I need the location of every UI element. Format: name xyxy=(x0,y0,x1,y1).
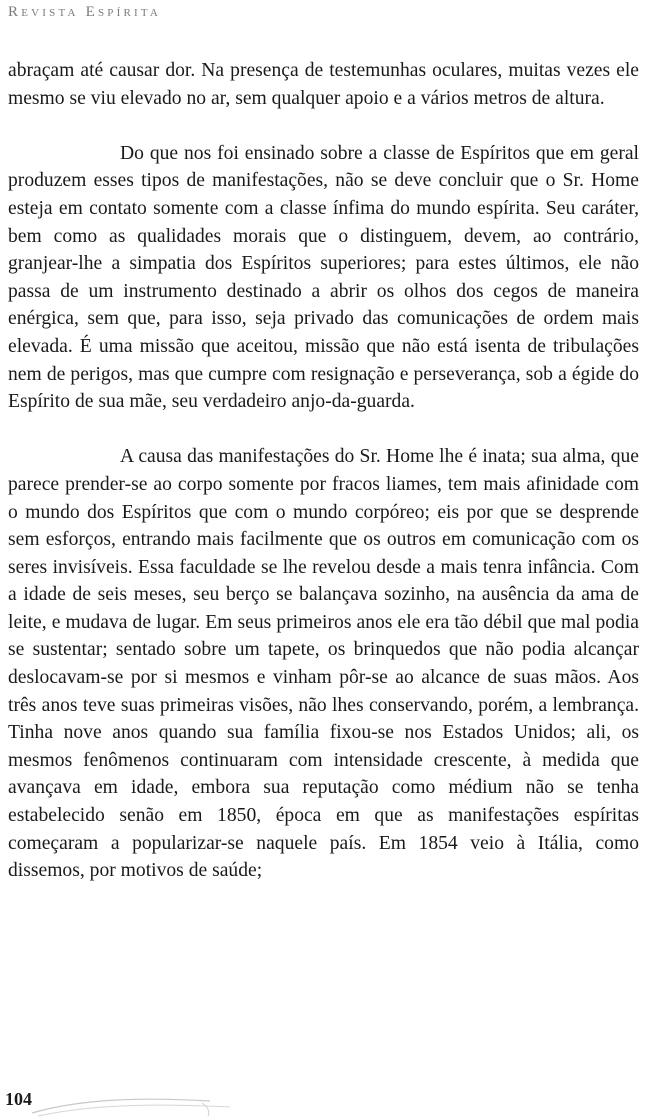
running-header: Revista Espírita xyxy=(8,4,162,20)
paragraph-3: A causa das manifestações do Sr. Home lhe é inata; sua alma, que parece prender-se ao corpo somente por fracos liames, tem mais afinidade com o mundo dos Espíritos que com o mundo corpóreo; eis por que se desprende sem esforços, entrando mais facilmente que os outros em comunicação com os seres invisíveis. Essa faculdade se lhe revelou desde a mais tenra infância. Com a idade de seis meses, seu berço se balançava sozinho, na ausência da ama de leite, e mudava de lugar. Em seus primeiros anos ele era tão débil que mal podia se sustentar; sentado sobre um tapete, os brinquedos que não podia alcançar deslocavam-se por si mesmos e vinham pôr-se ao alcance de suas mãos. Aos três anos teve suas primeiras visões, não lhes conservando, porém, a lembrança. Tinha nove anos quando sua família fixou-se nos Estados Unidos; ali, os mesmos fenômenos continuaram com intensidade crescente, à medida que avançava em idade, embora sua reputação como médium não se tenha estabelecido senão em 1850, época em que as manifestações espíritas começaram a popularizar-se naquele país. Em 1854 veio à Itália, como dissemos, por motivos de saúde; xyxy=(8,446,639,882)
paragraph-2: Do que nos foi ensinado sobre a classe de Espíritos que em geral produzem esses tipos de manifestações, não se deve concluir que o Sr. Home esteja em contato somente com a classe ínfima do mundo espírita. Seu caráter, bem como as qualidades morais que o distinguem, devem, ao contrário, granjear-lhe a simpatia dos Espíritos superiores; para estes últimos, ele não passa de um instrumento destinado a abrir os olhos dos cegos de maneira enérgica, sem que, para isso, seja privado das comunicações de ordem mais elevada. É uma missão que aceitou, missão que não está isenta de tribulações nem de perigos, mas que cumpre com resignação e perseverança, sob a égide do Espírito de sua mãe, seu verdadeiro anjo-da-guarda. xyxy=(8,142,639,413)
paragraph-1: abraçam até causar dor. Na presença de testemunhas oculares, muitas vezes ele mesmo se viu elevado no ar, sem qualquer apoio e a vários metros de altura. xyxy=(8,60,639,109)
decorative-swoosh-icon xyxy=(30,1093,250,1117)
page-number: 104 xyxy=(5,1089,32,1109)
body-text xyxy=(8,57,639,885)
